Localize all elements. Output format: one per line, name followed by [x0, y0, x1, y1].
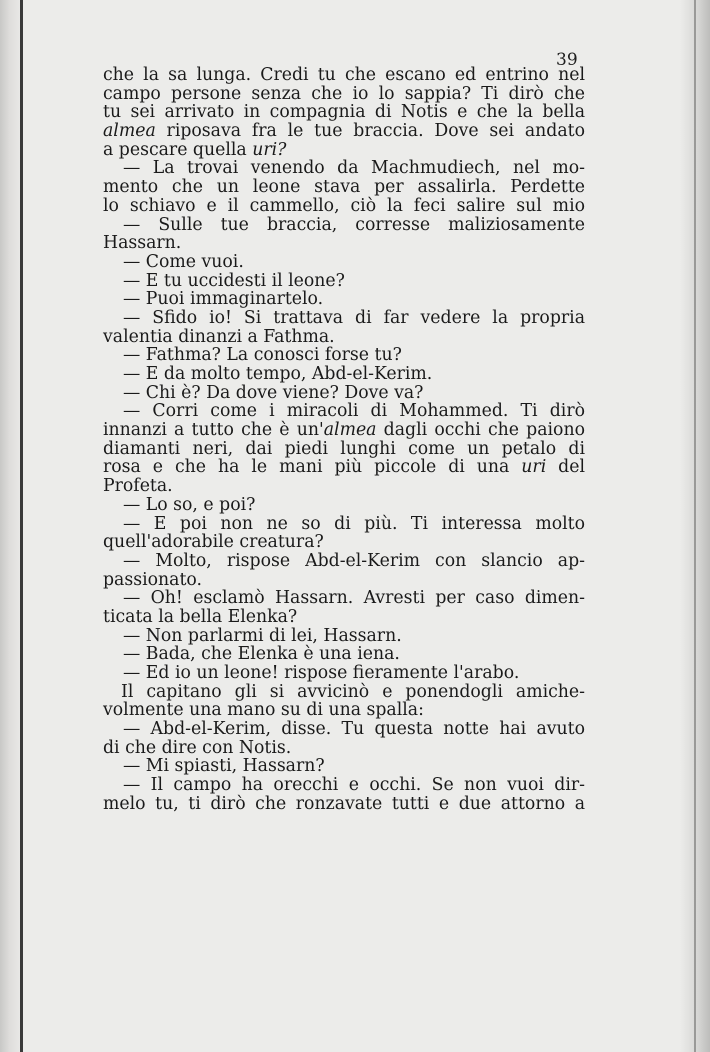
text-segment: passionato. [103, 569, 203, 590]
text-line [103, 346, 585, 365]
text-segment: diamanti neri, dai piedi lunghi come un petalo di [103, 438, 585, 459]
text-segment: — Abd-el-Kerim, disse. Tu questa notte hai avuto [123, 719, 585, 740]
text-line [103, 290, 585, 309]
text-segment: — Lo so, e poi? [123, 494, 256, 515]
text-segment: — Mi spiasti, Hassarn? [123, 756, 325, 777]
text-segment: di che dire con Notis. [103, 737, 292, 758]
text-line [103, 645, 585, 664]
text-segment: — Ed io un leone! rispose fieramente l'arabo. [123, 663, 520, 683]
text-segment: mento che un leone stava per assalirla. Perdette [103, 177, 585, 198]
text-segment: ticata la bella Elenka? [103, 606, 298, 627]
text-segment: campo persone senza che io lo sappia? Ti dirò che [103, 83, 585, 104]
text-segment: — Oh! esclamò Hassarn. Avresti per caso dimen- [123, 588, 585, 609]
text-segment: — Il campo ha orecchi e occhi. Se non vuoi dir- [123, 775, 585, 796]
text-line [103, 197, 585, 216]
text-segment: innanzi a tutto che è un' [103, 420, 324, 441]
text-segment: — Molto, rispose Abd-el-Kerim con slancio ap- [123, 550, 585, 571]
italic-word: uri? [252, 139, 287, 160]
text-segment: — E tu uccidesti il leone? [123, 270, 345, 291]
text-line [103, 309, 585, 328]
text-line [103, 421, 585, 440]
text-segment: — E da molto tempo, Abd-el-Kerim. [123, 364, 433, 384]
page-number: 39 [556, 50, 578, 70]
text-line [103, 701, 585, 720]
italic-word: almea [323, 420, 377, 441]
text-line [103, 103, 585, 122]
text-line [103, 178, 585, 197]
text-segment: — Chi è? Da dove viene? Dove va? [123, 382, 424, 403]
text-line [103, 795, 585, 814]
text-segment: rosa e che ha le mani più piccole di una [103, 457, 522, 478]
text-segment: — Puoi immaginartelo. [123, 289, 324, 310]
text-segment: Hassarn. [103, 233, 182, 254]
text-segment: — Bada, che Elenka è una iena. [123, 644, 400, 665]
text-segment: dagli occhi che paiono [376, 420, 585, 441]
text-line [103, 589, 585, 608]
text-line [103, 365, 585, 384]
text-segment: Il capitano gli si avvicinò e ponendogli amiche- [121, 681, 585, 702]
text-line [103, 141, 585, 160]
text-segment: del [546, 457, 586, 478]
text-line [103, 608, 585, 627]
text-line [103, 122, 585, 141]
text-line [103, 328, 585, 347]
text-segment: Profeta. [103, 476, 173, 497]
text-segment: melo tu, ti dirò che ronzavate tutti e due attorno a [103, 793, 585, 814]
text-segment: valentia dinanzi a Fathma. [103, 326, 335, 347]
text-segment: — Fathma? La conosci forse tu? [123, 345, 402, 366]
text-line [103, 683, 585, 702]
text-line [103, 477, 585, 496]
text-line [103, 571, 585, 590]
text-line [103, 496, 585, 515]
text-line [103, 272, 585, 291]
page-edge-line [694, 0, 696, 1052]
text-line [103, 757, 585, 776]
text-segment: quell'adorabile creatura? [103, 532, 324, 553]
text-line [103, 253, 585, 272]
italic-word: almea [103, 121, 156, 142]
text-line [103, 234, 585, 253]
text-line [103, 739, 585, 758]
text-segment: — Sulle tue braccia, corresse maliziosamente [123, 214, 585, 235]
text-line [103, 216, 585, 235]
text-segment: — Corri come i miracoli di Mohammed. Ti dirò [123, 401, 585, 422]
text-line [103, 515, 585, 534]
text-line [103, 720, 585, 739]
text-line [103, 458, 585, 477]
text-segment: che la sa lunga. Credi tu che escano ed entrino nel [103, 65, 585, 85]
text-line [103, 85, 585, 104]
text-segment: volmente una mano su di una spalla: [103, 700, 424, 721]
text-segment: — Non parlarmi di lei, Hassarn. [123, 625, 402, 646]
text-line [103, 552, 585, 571]
text-line [103, 440, 585, 459]
text-line [103, 159, 585, 178]
body-text [103, 66, 585, 814]
text-segment: lo schiavo e il cammello, ciò la feci salire sul mio [103, 195, 585, 216]
text-segment: a pescare quella [103, 139, 253, 160]
text-segment: — La trovai venendo da Machmudiech, nel mo- [123, 158, 585, 179]
text-line [103, 66, 585, 85]
text-line [103, 664, 585, 683]
text-line [103, 384, 585, 403]
italic-word: uri [521, 457, 547, 478]
text-line [103, 776, 585, 795]
text-segment: — Sfido io! Si trattava di far vedere la propria [123, 307, 585, 328]
text-segment: riposava fra le tue braccia. Dove sei andato [155, 121, 585, 142]
text-line [103, 627, 585, 646]
text-segment: — Come vuoi. [123, 251, 244, 272]
text-line [103, 533, 585, 552]
text-segment: tu sei arrivato in compagnia di Notis e che la bella [103, 102, 585, 123]
binding-edge-line [20, 0, 23, 1052]
text-line [103, 402, 585, 421]
text-segment: — E poi non ne so di più. Ti interessa molto [123, 513, 585, 534]
